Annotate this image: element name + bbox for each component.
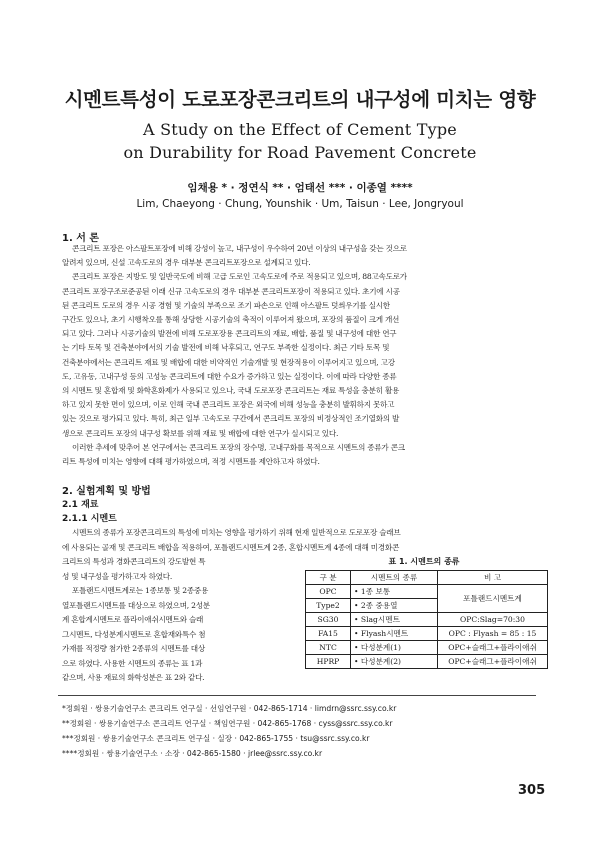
body-text-line: 구간도 있으나, 초기 시행착오를 통해 상당한 시공기술의 축적이 이루어져 왔으며, 포장의 품질이 크게 개선	[62, 315, 400, 324]
body-text-line: 으로 하였다. 사용한 시멘트의 종류는 표 1과	[62, 658, 203, 668]
table-1-title: 표 1. 시멘트의 종류	[388, 557, 460, 566]
table-row	[306, 613, 548, 627]
body-text-line: 콘크리트 포장은 지방도 및 일반국도에 비해 고급 도로인 고속도로에 주로 적용되고 있으며, 88고속도로가	[72, 272, 407, 282]
footnote-divider	[58, 695, 536, 696]
table-cell: HPRP	[306, 655, 351, 669]
table-row	[306, 627, 548, 641]
section-2-1-heading: 2.1 재료	[62, 500, 99, 510]
body-text-line: 리트 특성에 미치는 영향에 대해 평가하였으며, 적정 시멘트를 제안하고자 하였다.	[62, 457, 320, 466]
body-text-line: 콘크리트 포장구조로준공된 이래 신규 고속도로의 경우 대부분 콘크리트포장이 적용되고 있다. 초기에 시공	[62, 286, 400, 296]
table-cell: OPC	[306, 585, 351, 599]
body-text-line: 에 사용되는 골재 및 콘크리트 배합을 적용하여, 포틀랜드시멘트계 2종, 혼합시멘트계 4종에 대해 미경화콘	[62, 542, 400, 552]
footnote: ****정회원 · 쌍용기술연구소 · 소장 · 042-865-1580 · jrlee@ssrc.ssy.co.kr	[62, 749, 323, 758]
table-cell: OPC : Flyash = 85 : 15	[438, 627, 548, 641]
body-text-line: 크리트의 특성과 경화콘크리트의 강도발현 특	[62, 557, 206, 566]
body-text-line: 알려져 있으며, 신설 고속도로의 경우 대부분 콘크리트포장으로 설계되고 있다.	[62, 258, 311, 268]
table-cell: OPC:Slag=70:30	[438, 613, 548, 627]
body-text-line: 열포틀랜드시멘트를 대상으로 하였으며, 2성분	[62, 600, 210, 610]
body-text-line: 의 시멘트 및 혼합재 및 화학혼화제가 사용되고 있으나, 국내 도로포장 콘크리트는 재료 특성을 충분히 활용	[62, 386, 400, 395]
paper-title-korean: 시멘트특성이 도로포장콘크리트의 내구성에 미치는 영향	[64, 88, 536, 111]
body-text-line: 된 콘크리트 도로의 경우 시공 경험 및 기술의 부족으로 조기 파손으로 인해 아스팔트 덧씌우기를 실시한	[62, 300, 390, 310]
table-cell-merged-note: 포틀랜드시멘트계	[438, 585, 548, 613]
table-cell: OPC+슬래그+플라이애쉬	[438, 655, 548, 669]
paper-title-english-line2: on Durability for Road Pavement Concrete	[123, 143, 477, 162]
table-header-cell: 시멘트의 종류	[351, 571, 438, 585]
table-row	[306, 655, 548, 669]
table-row	[306, 585, 548, 599]
body-text-line: 하고 있지 못한 면이 있으며, 이로 인해 국내 콘크리트 포장은 외국에 비해 성능을 충분히 발휘하지 못하고	[62, 400, 395, 410]
table-cell: SG30	[306, 613, 351, 627]
body-text-line: 건축분야에서는 콘크리트 재료 및 배합에 대한 비약적인 기술개발 및 현장적용이 이루어지고 있으며, 고강	[62, 357, 395, 367]
body-text-line: 콘크리트 포장은 아스팔트포장에 비해 강성이 높고, 내구성이 우수하여 20년 이상의 내구성을 갖는 것으로	[72, 244, 407, 253]
table-cell: FA15	[306, 627, 351, 641]
table-cell: • 2종 중용열	[351, 599, 438, 613]
body-text-line: 되고 있다. 그러나 시공기술의 발전에 비해 도로포장용 콘크리트의 재료, 배합, 품질 및 내구성에 대한 연구	[62, 329, 397, 339]
table-cell: NTC	[306, 641, 351, 655]
table-header-cell: 구 분	[306, 571, 351, 585]
authors-korean: 임채용 * · 정연식 ** · 엄태선 *** · 이종열 ****	[187, 182, 413, 194]
section-2-1-1-heading: 2.1.1 시멘트	[62, 514, 117, 524]
body-text-line: 포틀랜드시멘트계로는 1종보통 및 2종중용	[72, 586, 209, 595]
body-text-line: 도, 고유동, 고내구성 등의 고성능 콘크리트에 대한 수요가 증가하고 있는 실정이다. 이에 따라 다양한 종류	[62, 371, 397, 381]
table-cell: • Flyash시멘트	[351, 627, 438, 641]
body-text-line: 있는 것으로 평가되고 있다. 특히, 최근 일부 고속도로 구간에서 콘크리트 포장의 비정상적인 조기열화의 발	[62, 414, 400, 424]
body-text-line: 시멘트의 종류가 포장콘크리트의 특성에 미치는 영향을 평가하기 위해 현재 일반적으로 도로포장 슬래브	[72, 528, 401, 537]
footnote: *정회원 · 쌍용기술연구소 콘크리트 연구실 · 선임연구원 · 042-865-1714 · limdrn@ssrc.ssy.co.kr	[62, 704, 397, 713]
table-header-cell: 비 고	[438, 571, 548, 585]
table-cell: Type2	[306, 599, 351, 613]
table-cell: • 1종 보통	[351, 585, 438, 599]
body-text-line: 같으며, 사용 재료의 화학성분은 표 2와 같다.	[62, 673, 205, 682]
footnote: ***정회원 · 쌍용기술연구소 콘크리트 연구실 · 실장 · 042-865-1755 · tsu@ssrc.ssy.co.kr	[62, 734, 370, 743]
body-text-line: 성 및 내구성을 평가하고자 하였다.	[62, 571, 173, 581]
body-text-line: 생으로 콘크리트 포장의 내구성 확보를 위해 재료 및 배합에 대한 연구가 실시되고 있다.	[62, 428, 339, 438]
body-text-line: 가재를 적정량 첨가한 2종류의 시멘트를 대상	[62, 644, 205, 653]
body-text-line: 는 기타 토목 및 건축분야에서의 기술 발전에 비해 낙후되고, 연구도 부족한 실정이다. 최근 기타 토목 및	[62, 343, 390, 353]
table-cell: OPC+슬래그+플라이애쉬	[438, 641, 548, 655]
table-cell: • 다성분계(1)	[351, 641, 438, 655]
page-number: 305	[518, 783, 546, 798]
body-text-line: 그시멘트, 다성분계시멘트로 혼합재와특수 첨	[62, 629, 206, 639]
paper-title-english-line1: A Study on the Effect of Cement Type	[143, 120, 457, 139]
body-text-line: 계 혼합계시멘트로 플라이애쉬시멘트와 슬래	[62, 615, 204, 624]
body-text-line: 이러한 추세에 맞추어 본 연구에서는 콘크리트 포장의 장수명, 고내구화를 목적으로 시멘트의 종류가 콘크	[72, 442, 405, 452]
section-2-heading: 2. 실험계획 및 방법	[62, 486, 151, 497]
table-cell: • Slag시멘트	[351, 613, 438, 627]
table-row	[306, 641, 548, 655]
table-1	[305, 570, 548, 669]
authors-english: Lim, Chaeyong · Chung, Younshik · Um, Taisun · Lee, Jongryoul	[136, 198, 464, 210]
footnote: **정회원 · 쌍용기술연구소 콘크리트 연구실 · 책임연구원 · 042-865-1768 · cyss@ssrc.ssy.co.kr	[62, 719, 393, 728]
table-cell: • 다성분계(2)	[351, 655, 438, 669]
table-header-row	[306, 571, 548, 585]
section-1-heading: 1. 서 론	[62, 233, 100, 244]
